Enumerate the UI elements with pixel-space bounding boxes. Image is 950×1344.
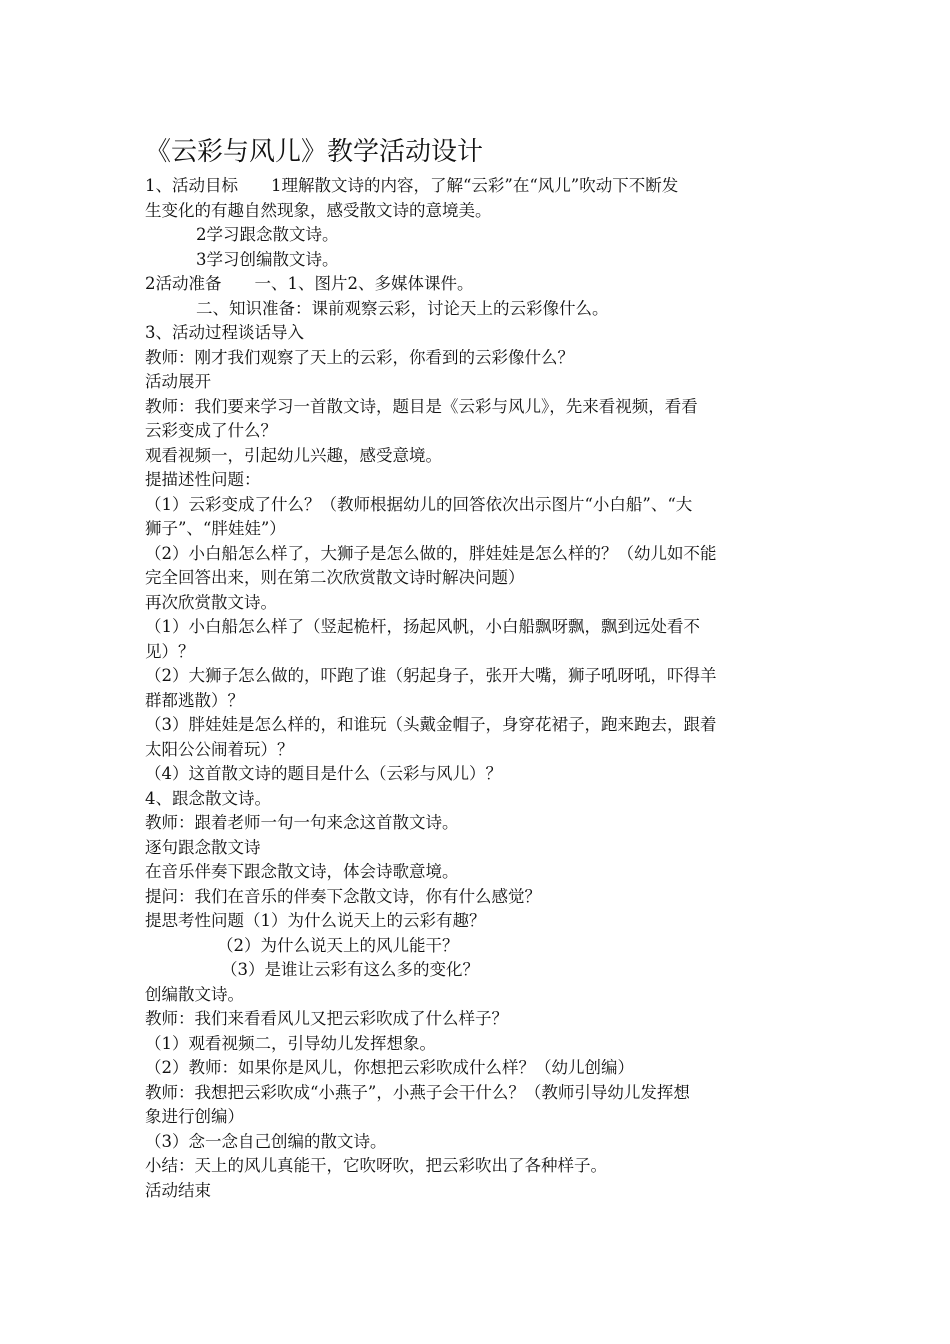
text-line: （2）教师：如果你是风儿，你想把云彩吹成什么样？（幼儿创编） bbox=[145, 1058, 634, 1077]
text-line: 提思考性问题（1）为什么说天上的云彩有趣？ bbox=[145, 911, 486, 930]
text-line: 教师：我想把云彩吹成“小燕子”，小燕子会干什么？（教师引导幼儿发挥想 bbox=[145, 1082, 690, 1102]
text-line: 教师：跟着老师一句一句来念这首散文诗。 bbox=[145, 813, 459, 832]
text-line: 见）？ bbox=[145, 641, 195, 661]
text-line: 群都逃散）？ bbox=[145, 690, 244, 710]
document-title: 《云彩与风儿》教学活动设计 bbox=[145, 137, 484, 167]
text-line: （1）云彩变成了什么？（教师根据幼儿的回答依次出示图片“小白船”、“大 bbox=[145, 494, 693, 514]
text-line: （3）念一念自己创编的散文诗。 bbox=[145, 1131, 387, 1151]
text-line: 生变化的有趣自然现象，感受散文诗的意境美。 bbox=[145, 200, 492, 220]
text-line: 4、跟念散文诗。 bbox=[145, 788, 271, 808]
text-line: 创编散文诗。 bbox=[145, 984, 244, 1004]
text-line: 教师：刚才我们观察了天上的云彩，你看到的云彩像什么？ bbox=[145, 347, 574, 367]
text-line: 象进行创编） bbox=[145, 1107, 244, 1126]
text-line: 云彩变成了什么？ bbox=[145, 421, 277, 440]
text-line: 活动展开 bbox=[145, 372, 211, 391]
text-line: （2）为什么说天上的风儿能干？ bbox=[217, 935, 459, 955]
text-line: 小结：天上的风儿真能干，它吹呀吹，把云彩吹出了各种样子。 bbox=[145, 1156, 607, 1175]
text-line: （3）是谁让云彩有这么多的变化？ bbox=[221, 960, 479, 979]
text-line: 提描述性问题： bbox=[145, 470, 261, 489]
text-line: 教师：我们要来学习一首散文诗，题目是《云彩与风儿》，先来看视频，看看 bbox=[145, 396, 698, 416]
text-line: 活动结束 bbox=[145, 1180, 211, 1200]
text-line: 逐句跟念散文诗 bbox=[145, 837, 261, 857]
text-line: 2活动准备 一、1、图片2、多媒体课件。 bbox=[145, 274, 474, 293]
text-line: 2学习跟念散文诗。 bbox=[196, 225, 339, 244]
text-line: （4）这首散文诗的题目是什么（云彩与风儿）？ bbox=[145, 764, 502, 783]
text-line: （2）小白船怎么样了，大狮子是怎么做的，胖娃娃是怎么样的？（幼儿如不能 bbox=[145, 543, 717, 563]
text-line: （3）胖娃娃是怎么样的，和谁玩（头戴金帽子，身穿花裙子，跑来跑去，跟着 bbox=[145, 715, 717, 734]
document-body bbox=[145, 174, 810, 1203]
text-line: （2）大狮子怎么做的，吓跑了谁（躬起身子，张开大嘴，狮子吼呀吼，吓得羊 bbox=[145, 666, 717, 685]
text-line: （1）观看视频二，引导幼儿发挥想象。 bbox=[145, 1033, 436, 1053]
text-line: 在音乐伴奏下跟念散文诗，体会诗歌意境。 bbox=[145, 862, 459, 881]
text-line: 太阳公公闹着玩）？ bbox=[145, 739, 294, 759]
text-line: 1、活动目标 1理解散文诗的内容，了解“云彩”在“风儿”吹动下不断发 bbox=[145, 176, 679, 195]
text-line: 3学习创编散文诗。 bbox=[196, 249, 339, 269]
text-line: 教师：我们来看看风儿又把云彩吹成了什么样子？ bbox=[145, 1009, 508, 1028]
text-line: （1）小白船怎么样了（竖起桅杆，扬起风帆，小白船飘呀飘，飘到远处看不 bbox=[145, 617, 700, 636]
text-line: 完全回答出来，则在第二次欣赏散文诗时解决问题） bbox=[145, 568, 525, 587]
text-line: 狮子”、“胖娃娃”） bbox=[145, 519, 286, 538]
text-line: 二、知识准备：课前观察云彩，讨论天上的云彩像什么。 bbox=[196, 298, 609, 318]
text-line: 再次欣赏散文诗。 bbox=[145, 592, 277, 612]
text-line: 3、活动过程谈话导入 bbox=[145, 323, 304, 342]
text-line: 观看视频一，引起幼儿兴趣，感受意境。 bbox=[145, 445, 442, 465]
text-line: 提问：我们在音乐的伴奏下念散文诗，你有什么感觉？ bbox=[145, 886, 541, 906]
